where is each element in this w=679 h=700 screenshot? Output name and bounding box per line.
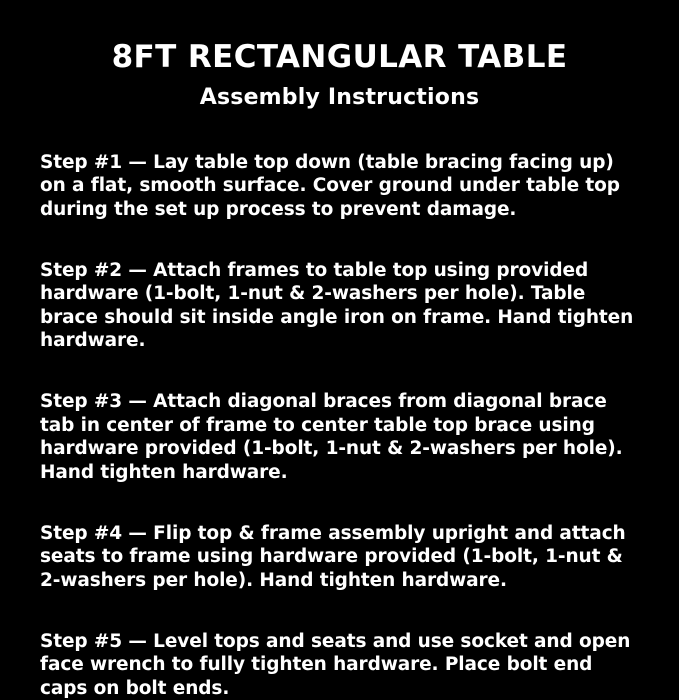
step-label: Step #3: [40, 391, 123, 413]
step-dash: —: [128, 630, 147, 652]
step-item: [40, 522, 639, 592]
step-dash: —: [128, 151, 147, 173]
step-dash: —: [128, 522, 147, 544]
step-label: Step #4: [40, 522, 123, 544]
step-dash: —: [128, 391, 147, 413]
step-text: Lay table top down (table bracing facing up) on a flat, smooth surface. Cover ground under table top during the set up process to prevent damage.: [40, 151, 620, 220]
step-dash: —: [128, 259, 147, 281]
step-item: [40, 259, 639, 353]
step-text: Attach frames to table top using provided hardware (1-bolt, 1-nut & 2-washers per hole). Table brace should sit inside angle iron on frame. Hand tighten hardware.: [40, 259, 634, 352]
page-title: 8FT RECTANGULAR TABLE: [111, 39, 568, 75]
step-text: Level tops and seats and use socket and open face wrench to fully tighten hardware. Place bolt end caps on bolt ends.: [40, 630, 631, 699]
page-subtitle: Assembly Instructions: [199, 85, 480, 111]
step-text: Attach diagonal braces from diagonal brace tab in center of frame to center table top brace using hardware provided (1-bolt, 1-nut & 2-washers per hole). Hand tighten hardware.: [40, 391, 623, 483]
step-item: [40, 151, 639, 221]
step-text: Flip top & frame assembly upright and attach seats to frame using hardware provided (1-bolt, 1-nut & 2-washers per hole). Hand tighten hardware.: [40, 522, 626, 591]
steps-list: [40, 132, 639, 700]
step-label: Step #5: [40, 630, 123, 652]
step-label: Step #1: [40, 151, 123, 173]
step-item: [40, 390, 639, 484]
step-item: [40, 630, 639, 700]
step-label: Step #2: [40, 259, 123, 281]
